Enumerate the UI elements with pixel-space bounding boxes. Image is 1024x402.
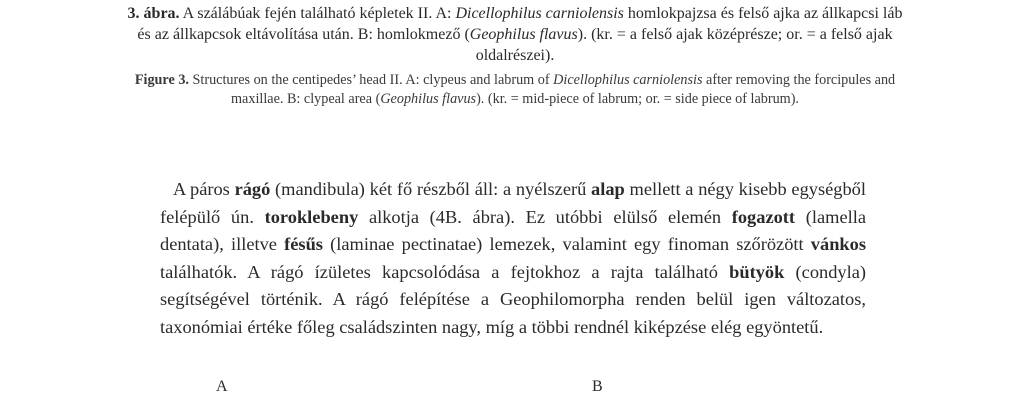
body-text-7: találhatók. A rágó ízületes kapcsolódása a fejtokhoz a rajta található [160, 261, 730, 282]
caption-hu-label: 3. ábra. [127, 5, 180, 22]
term-butyok: bütyök [729, 261, 785, 282]
caption-en-text-3: ). (kr. = mid-piece of labrum; or. = side piece of labrum). [476, 90, 799, 107]
panel-label-a: A [216, 378, 228, 395]
panel-label-b: B [592, 378, 603, 395]
caption-en-label: Figure 3. [134, 72, 189, 88]
caption-en-species-1: Dicellophilus carniolensis [553, 72, 703, 88]
body-text-3: mellett a négy kisebb egységből felépülő ún. [160, 179, 866, 227]
caption-hu-text-2: homlokpajzsa és felső ajka az állkapcsi láb és az állkapcsok eltávolítása után. B: homlokmező ( [137, 5, 903, 43]
term-vankos: vánkos [810, 234, 866, 254]
term-alap: alap [591, 179, 625, 199]
body-text-8: (condyla) segítségével történik. A rágó felépítése a Geophilomorpha renden belül igen változatos, taxonómiai értéke főleg családszinten nagy, míg a többi rendnél kiképzése elég egyöntetű. [160, 261, 867, 337]
caption-hu-species-1: Dicellophilus carniolensis [455, 5, 624, 22]
body-text-5: (lamella dentata), illetve [160, 206, 866, 254]
caption-en-text-1: Structures on the centipedes’ head II. A: clypeus and labrum of [188, 72, 554, 88]
figure-caption-english [130, 71, 900, 108]
term-fesus: fésűs [284, 234, 323, 254]
body-paragraph [160, 176, 866, 341]
caption-hu-text-1: A szálábúak fején található képletek II. A: [179, 5, 456, 22]
caption-en-text-2: after removing the forcipules and maxillae. B: clypeal area ( [231, 72, 896, 107]
term-rago: rágó [234, 179, 271, 199]
body-text-2: (mandibula) két fő részből áll: a nyélszerű [270, 179, 592, 199]
figure-caption-hungarian [120, 3, 910, 66]
term-fogazott: fogazott [731, 206, 796, 227]
body-text-1: A páros [173, 179, 235, 199]
body-text-4: alkotja (4B. ábra). Ez utóbbi elülső elemén [358, 206, 732, 227]
caption-hu-species-2: Geophilus flavus [469, 26, 578, 43]
caption-en-species-2: Geophilus flavus [380, 90, 477, 107]
body-text-6: (laminae pectinatae) lemezek, valamint egy finoman szőrözött [322, 234, 811, 254]
caption-hu-text-3: ). (kr. = a felső ajak középrésze; or. = a felső ajak oldalrészei). [475, 26, 893, 64]
term-toroklebeny: toroklebeny [264, 206, 359, 227]
